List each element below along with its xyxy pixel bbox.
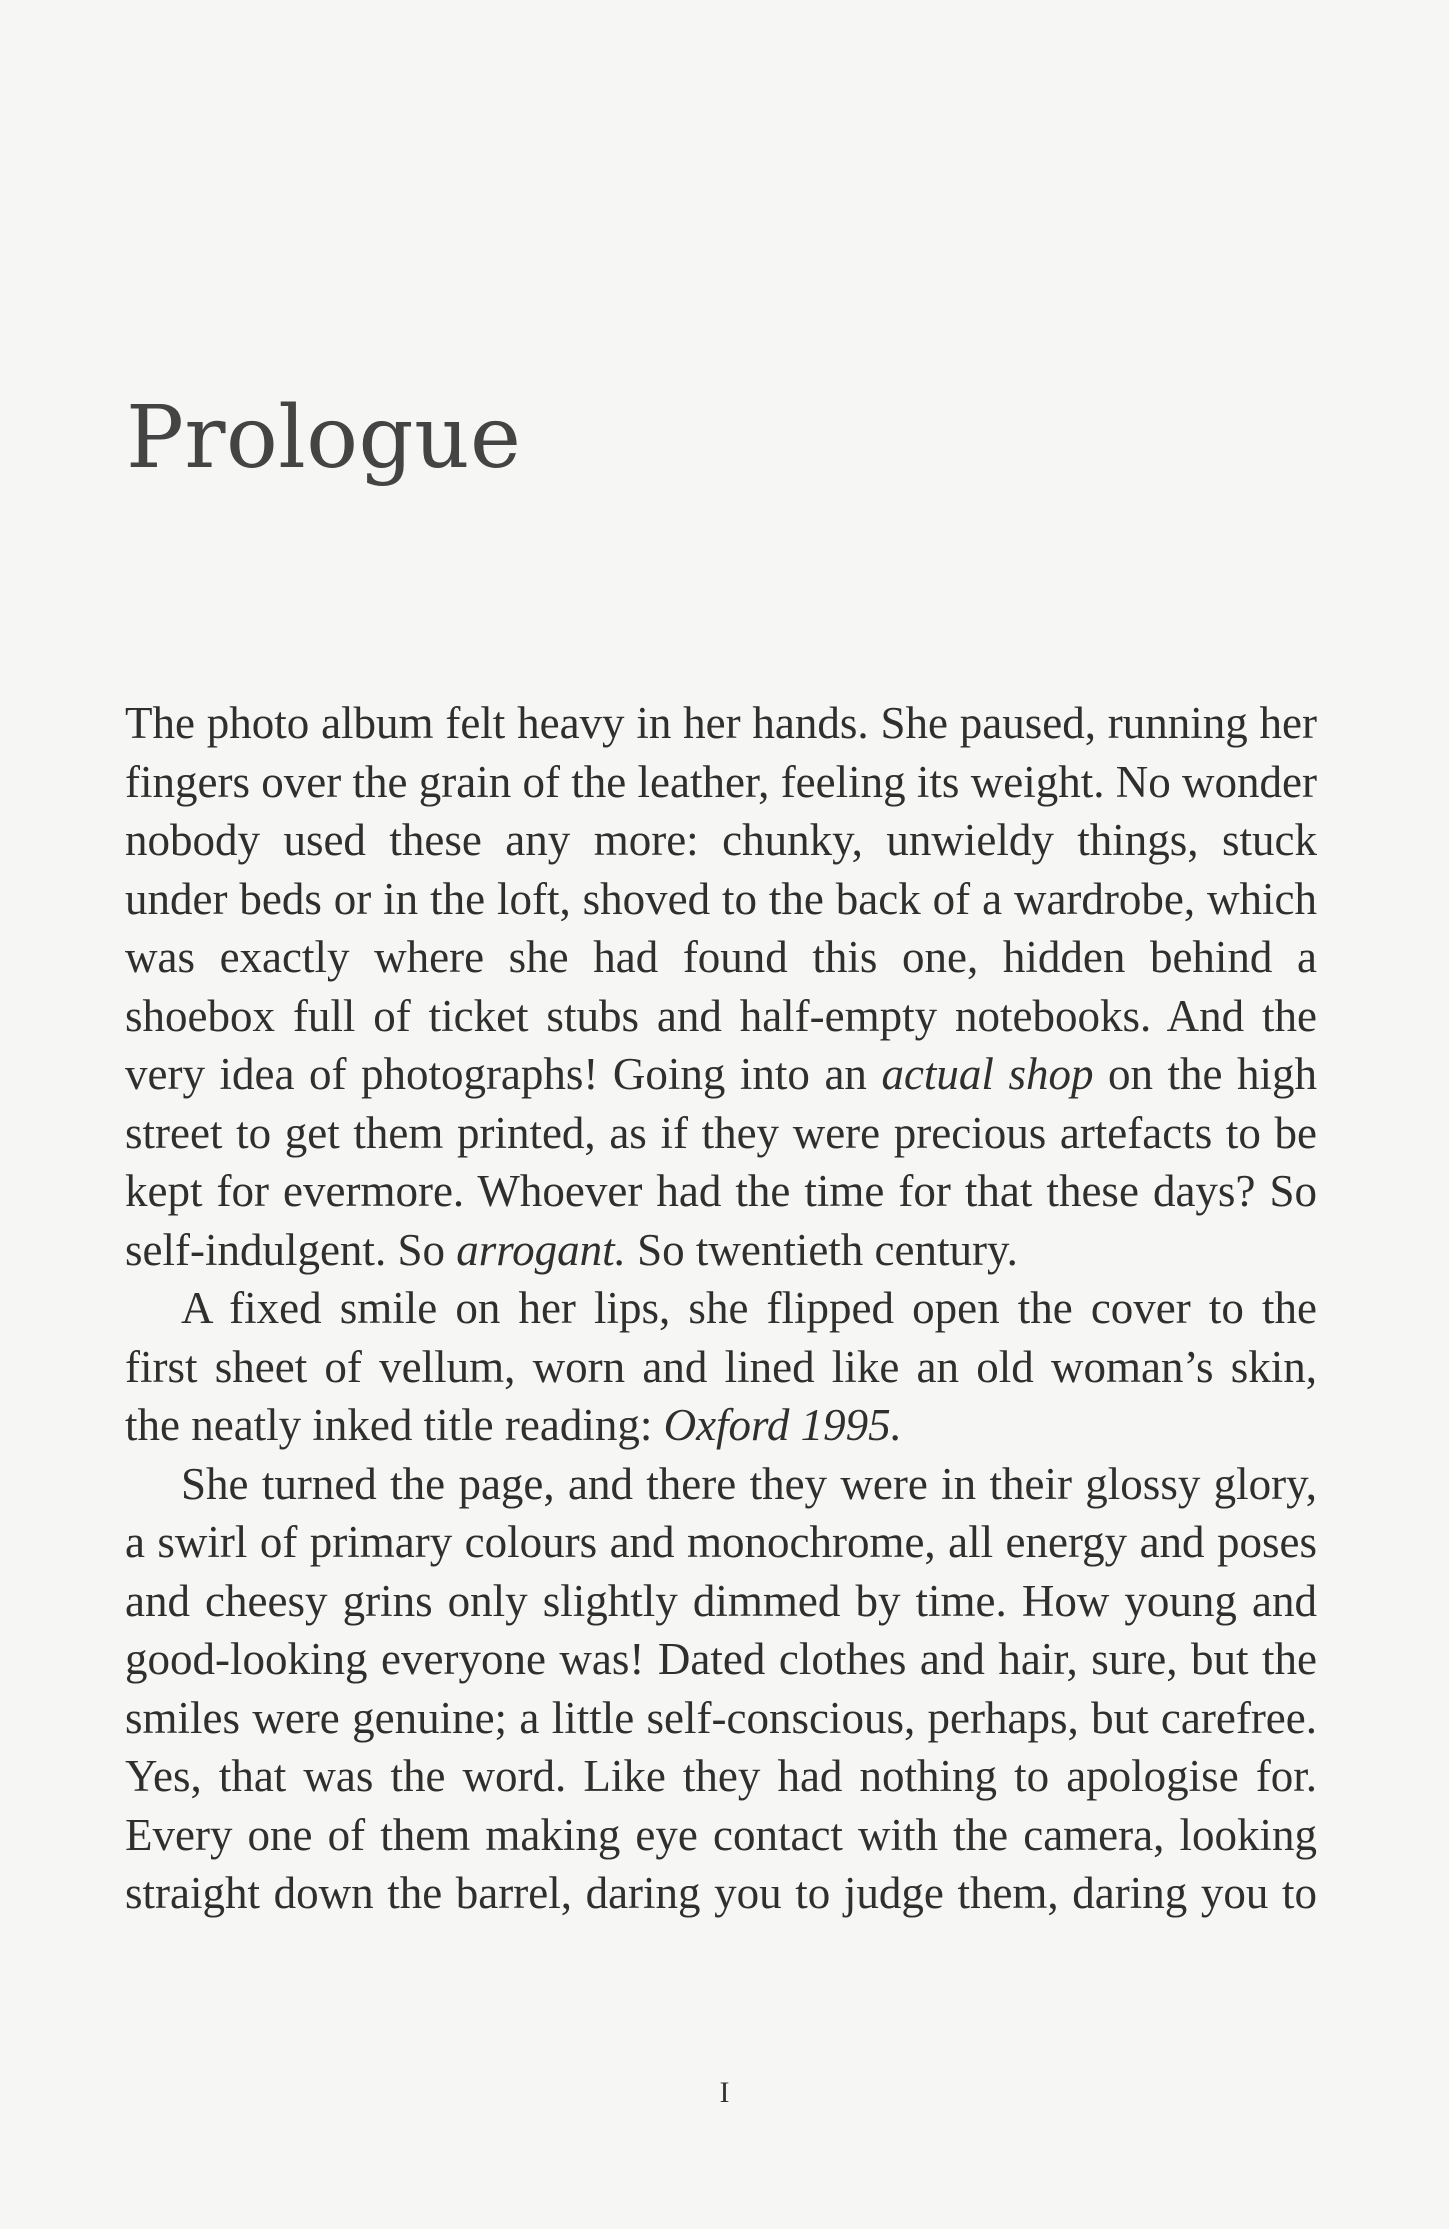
text-segment: A fixed smile on her lips, she flipped open the cover to the first sheet of vellum, worn and lined like an old woman’s skin, the neatly inked title reading: [125,1283,1317,1450]
text-segment: She turned the page, and there they were in their glossy glory, a swirl of primary colours and monochrome, all energy and poses and cheesy grins only slightly dimmed by time. How young and good-looking everyone was! Dated clothes and hair, sure, but the smiles were genuine; a little self-conscious, perhaps, but carefree. Yes, that was the word. Like they had nothing to apologise for. Every one of them making eye contact with the camera, looking straight down the barrel, daring you to judge them, daring you to [125,1458,1317,1918]
chapter-title: Prologue [126,388,522,488]
page-number: I [719,2076,730,2109]
paragraph-3 [125,1455,1317,1923]
paragraph-1 [125,694,1317,1279]
text-segment: on the high street to get them printed, as if they were precious artefacts to be kept for evermore. Whoever had the time for that these days? So self-indulgent. So [125,1049,1317,1275]
text-segment: The photo album felt heavy in her hands. She paused, running her fingers over the grain of the leather, feeling its weight. No wonder nobody used these any more: chunky, unwieldy things, stuck under beds or in the loft, shoved to the back of a wardrobe, which was exactly where she had found this one, hidden behind a shoebox full of ticket stubs and half-empty notebooks. And the very idea of photographs! Going into an [125,698,1317,1099]
italic-segment: Oxford 1995. [663,1400,902,1450]
italic-segment: actual shop [881,1049,1094,1099]
paragraph-2 [125,1279,1317,1455]
text-segment: So twentieth century. [625,1224,1018,1275]
body-text [125,694,1317,1923]
italic-segment: arrogant. [456,1224,626,1275]
